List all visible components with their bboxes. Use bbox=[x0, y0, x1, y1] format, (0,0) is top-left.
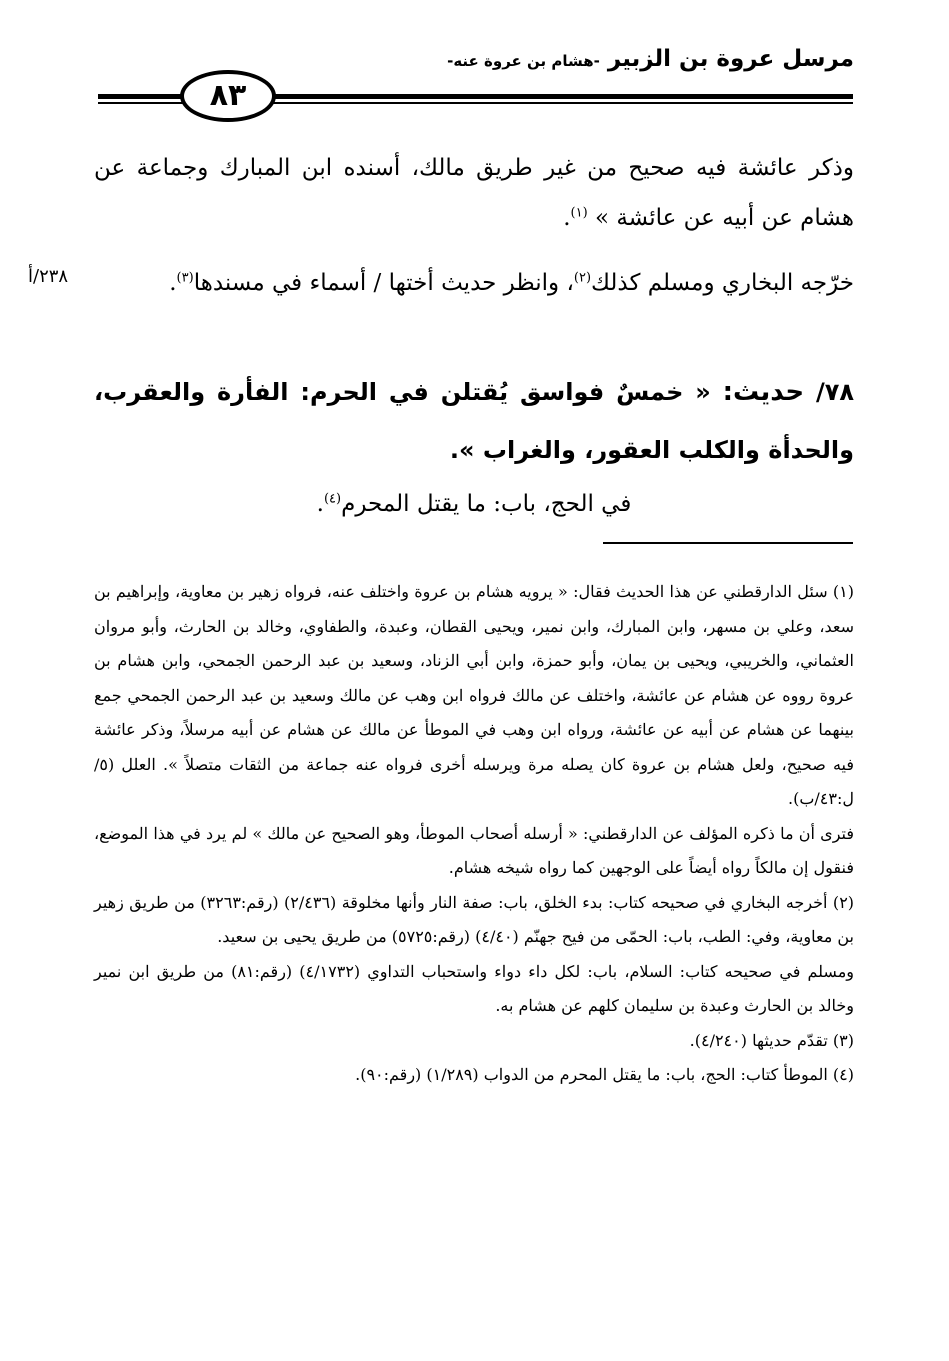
page-number: ٨٣ bbox=[209, 78, 247, 113]
footnote-ref-3: (٣) bbox=[176, 270, 194, 286]
footnote-ref-4: (٤) bbox=[323, 491, 342, 507]
hadith-text: « خمسٌ فواسق يُقتلن في الحرم: الفأرة والعقرب، والحدأة والكلب العقور، والغراب ». bbox=[94, 378, 854, 464]
footnote-ref-2: (٢) bbox=[573, 270, 592, 286]
hadith-source bbox=[94, 479, 854, 529]
manuscript-folio-note: ٢٣٨/أ bbox=[28, 266, 69, 287]
paragraph-2-text-b: ، وانظر حديث أختها / أسماء في مسندها bbox=[193, 270, 574, 296]
hadith-number: ٧٨/ bbox=[815, 378, 854, 406]
paragraph-1: وذكر عائشة فيه صحيح من غير طريق مالك، أسنده ابن المبارك وجماعة عن هشام عن أبيه عن عائشة » $^{(١)}$. bbox=[94, 155, 854, 231]
paragraph-2-end: . bbox=[169, 270, 177, 296]
footnote-1: (١) سئل الدارقطني عن هذا الحديث فقال: « يرويه هشام بن عروة واختلف عنه، فرواه زهير بن معاوية، وإبراهيم بن سعد، وعلي بن مسهر، وابن المبارك، وابن نمير، ويحيى القطان، وعبدة، والطفاوي، وخالد بن الحارث، وأبو مروان العثماني، والخريبي، ويحيى بن يمان، وأبو حمزة، وابن أبي الزناد، وسعيد بن عبد الرحمن الجمحي، وابن هشام بن عروة رووه عن هشام عن عائشة، واختلف عن مالك فرواه ابن وهب عن مالك وسعيد بن عبد الرحمن الجمحي جمع بينهما عن هشام عن أبيه عن عائشة، ورواه ابن وهب في الموطأ عن مالك عن هشام عن أبيه مرسلاً، وذكر عائشة فيه صحيح، ولعل هشام بن عروة كان يصله مرة ويرسله أخرى فرواه عنه جماعة من الثقات متصلاً ». العلل (٥/ل:٤٣/ب). bbox=[94, 582, 854, 808]
footnote-1-note: فترى أن ما ذكره المؤلف عن الدارقطني: « أرسله أصحاب الموطأ، وهو الصحيح عن مالك » لم يرد في هذا الموضع، فنقول إن مالكاً رواه أيضاً على الوجهين كما رواه شيخه هشام. bbox=[94, 823, 855, 877]
footnote-2: (٢) أخرجه البخاري في صحيحه كتاب: بدء الخلق، باب: صفة النار وأنها مخلوقة (٢/٤٣٦) (رقم:٣٢٦٣) من طريق زهير بن معاوية، وفي: الطب، باب: الحمّى من فيح جهنّم (٤/٤٠) (رقم:٥٧٢٥) من طريق يحيى بن سعيد. bbox=[94, 892, 855, 946]
source-end: . bbox=[316, 491, 324, 517]
footnote-separator bbox=[603, 542, 853, 544]
paragraph-2-text-a: خرّجه البخاري ومسلم كذلك bbox=[591, 270, 854, 296]
book-title: مرسل عروة بن الزبير bbox=[607, 46, 854, 72]
page-number-oval bbox=[180, 70, 276, 122]
paragraph-1-text: وذكر عائشة فيه صحيح من غير طريق مالك، أسنده ابن المبارك وجماعة عن هشام عن أبيه عن عائشة » bbox=[94, 155, 854, 231]
footnote-ref-1: (١) bbox=[570, 205, 588, 221]
source-text: في الحج، باب: ما يقتل المحرم bbox=[341, 491, 632, 517]
running-header bbox=[394, 46, 854, 72]
paragraph-2 bbox=[94, 258, 854, 308]
hadith-entry bbox=[94, 363, 854, 479]
footnotes bbox=[94, 575, 854, 1093]
hadith-label: حديث: bbox=[722, 377, 805, 407]
footnote-3: (٣) تقدّم حديثها (٤/٢٤٠). bbox=[689, 1030, 854, 1050]
footnote-2-continuation: ومسلم في صحيحه كتاب: السلام، باب: لكل داء دواء واستحباب التداوي (٤/١٧٣٢) (رقم:٨١) من طريق ابن نمير وخالد بن الحارث وعبدة بن سليمان كلهم عن هشام به. bbox=[94, 961, 854, 1015]
book-subtitle: -هشام بن عروة عنه- bbox=[447, 52, 600, 70]
footnote-4: (٤) الموطأ كتاب: الحج، باب: ما يقتل المحرم من الدواب (١/٢٨٩) (رقم:٩٠). bbox=[355, 1065, 854, 1084]
